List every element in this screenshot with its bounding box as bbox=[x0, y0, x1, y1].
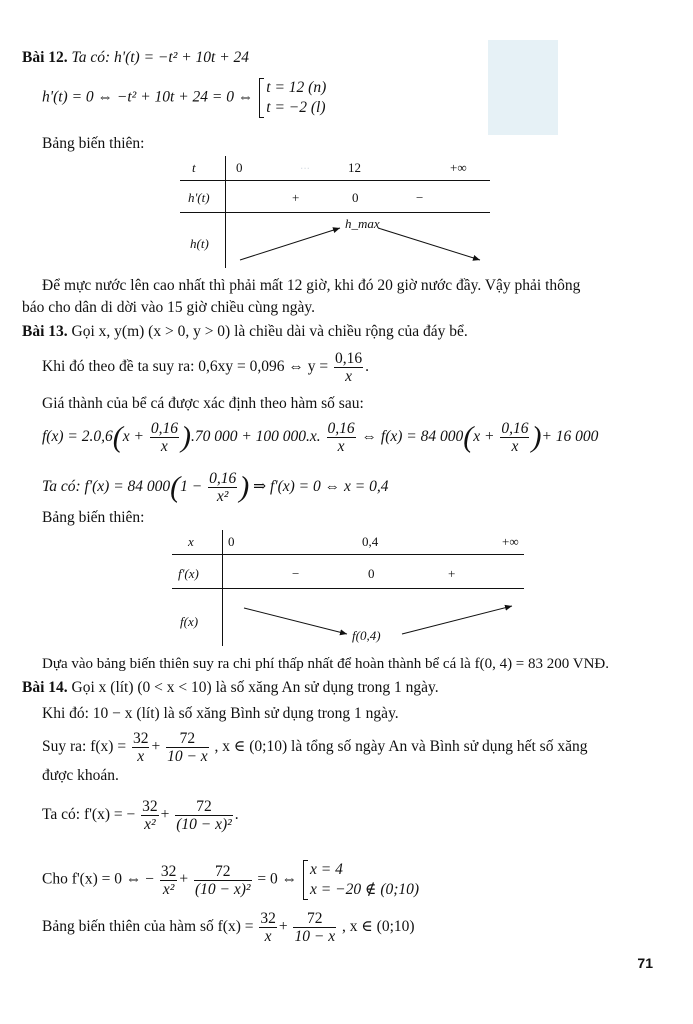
table-sign2: + bbox=[448, 566, 456, 581]
bai14-line1 bbox=[22, 678, 439, 698]
table-sign2: − bbox=[416, 190, 424, 205]
table-zero: 0 bbox=[352, 190, 359, 205]
table-f: h(t) bbox=[190, 236, 209, 251]
arrow-up bbox=[402, 606, 512, 634]
bai13-table-caption: Bảng biến thiên: bbox=[42, 509, 145, 526]
fraction: $\frac{0,16}{x}$ bbox=[327, 420, 355, 455]
bai12-equation: h'(t) = 0 ⇔ −t² + 10t + 24 = 0 ⇔ bbox=[42, 88, 254, 106]
bai13-line2: Khi đó theo đề ta suy ra: 0,6xy = 0,096 ⇔ y = $\frac{0,16}{x}$ . bbox=[42, 350, 369, 385]
bai13-title: Bài 13. bbox=[22, 323, 68, 340]
bai13-relation: Khi đó theo đề ta suy ra: 0,6xy = 0,096 ⇔ y = bbox=[42, 358, 329, 376]
table-fprime: h'(t) bbox=[188, 190, 210, 205]
bai14-case1: x = 4 bbox=[310, 861, 343, 878]
table-sign1: − bbox=[292, 566, 300, 581]
table-x1: 12 bbox=[348, 160, 361, 175]
bai12-title: Bài 12. bbox=[22, 49, 68, 66]
table-f: f(x) bbox=[180, 614, 199, 629]
bai12-case2: t = −2 (l) bbox=[266, 99, 326, 116]
bai12-cases bbox=[259, 78, 326, 118]
table-x0: 0 bbox=[236, 160, 243, 175]
bai12-variation-table bbox=[180, 156, 490, 268]
table-arrows bbox=[180, 156, 490, 268]
bai13-line5: Ta có: f'(x) = 84 000(1 − $\frac{0,16}{\text{x²}}$ ) ⇒ f'(x) = 0 ⇔ x = 0,4 bbox=[42, 470, 389, 505]
bai12-table-caption: Bảng biến thiên: bbox=[42, 135, 145, 152]
arrow-down bbox=[244, 608, 347, 634]
bai14-line2: Khi đó: 10 − x (lít) là số xăng Bình sử dụng trong 1 ngày. bbox=[42, 705, 399, 722]
bai13-line3: Giá thành của bể cá được xác định theo hàm số sau: bbox=[42, 395, 364, 412]
fraction: $\frac{72}{10 - x}$ bbox=[294, 910, 336, 945]
bai12-derivative: Ta có: h'(t) = −t² + 10t + 24 bbox=[71, 49, 250, 66]
fraction: $\frac{32}{x}$ bbox=[132, 730, 149, 765]
table-extreme: f(0,4) bbox=[352, 628, 381, 643]
table-extreme: h_max bbox=[345, 216, 380, 231]
fraction: $\frac{0,16}{x}$ bbox=[335, 350, 363, 385]
bai14-intro: Gọi x (lít) (0 < x < 10) là số xăng An sử dụng trong 1 ngày. bbox=[71, 679, 439, 696]
fraction: $\frac{72}{\text{(10 − x)²}}$ bbox=[176, 798, 232, 833]
arrow-up bbox=[240, 228, 340, 260]
bai14-line7: Bảng biến thiên của hàm số f(x) = $\frac{32}{x}$ + $\frac{72}{10 - x}$ , x ∈ (0;10) bbox=[42, 910, 415, 945]
table-var: x bbox=[188, 534, 194, 549]
fraction: $\frac{32}{\text{x²}}$ bbox=[142, 798, 158, 833]
table-x0: 0 bbox=[228, 534, 235, 549]
bai14-line4: được khoán. bbox=[42, 767, 119, 784]
fraction: $\frac{72}{\text{(10 − x)²}}$ bbox=[194, 862, 251, 898]
bai12-conclusion-2: báo cho dân di dời vào 15 giờ chiều cùng ngày. bbox=[22, 299, 316, 316]
page-number: 71 bbox=[637, 955, 653, 971]
fraction: $\frac{0,16}{x}$ bbox=[150, 420, 178, 455]
bai12-case1: t = 12 (n) bbox=[266, 79, 327, 96]
table-x2: +∞ bbox=[450, 160, 467, 175]
bai13-conclusion: Dựa vào bảng biến thiên suy ra chi phí thấp nhất để hoàn thành bể cá là f(0, 4) = 83 200 VNĐ. bbox=[42, 656, 609, 672]
table-zero: 0 bbox=[368, 566, 375, 581]
fraction: $\frac{0,16}{\text{x²}}$ bbox=[209, 470, 237, 505]
bai12-conclusion-1: Để mực nước lên cao nhất thì phải mất 12 giờ, khi đó 20 giờ nước đầy. Vậy phải thông bbox=[42, 277, 581, 294]
fraction: $\frac{0,16}{x}$ bbox=[501, 420, 529, 455]
bai12-line2 bbox=[42, 78, 326, 118]
bai14-line6: Cho f'(x) = 0 ⇔ − $\frac{32}{\text{x²}}$ + $\frac{72}{\text{(10 − x)²}}$ = 0 ⇔ x = 4 x = −20 ∉ (0;10) bbox=[42, 861, 420, 898]
bai14-line5: Ta có: f'(x) = − $\frac{32}{\text{x²}}$ + $\frac{72}{\text{(10 − x)²}}$ . bbox=[42, 798, 239, 833]
fraction: $\frac{32}{x}$ bbox=[260, 910, 276, 945]
table-fprime: f'(x) bbox=[178, 566, 199, 581]
bai13-line1 bbox=[22, 322, 468, 342]
table-sign1: + bbox=[292, 190, 300, 205]
bai14-cases bbox=[303, 860, 419, 900]
bai13-line4: f(x) = 2.0,6(x + $\frac{0,16}{x}$ ).70 000 + 100 000.x. $\frac{0,16}{x}$ ⇔ f(x) = 84 000(x + $\frac{0,16}{x}$ )+ 16 000 bbox=[42, 420, 599, 455]
fraction: $\frac{72}{10 - x}$ bbox=[167, 730, 208, 765]
bai12-line1 bbox=[22, 48, 249, 68]
bai14-title: Bài 14. bbox=[22, 679, 68, 696]
bleed-through-text: ... bbox=[300, 158, 311, 172]
bleed-through-block bbox=[488, 40, 558, 135]
table-x1: 0,4 bbox=[362, 534, 379, 549]
bai13-variation-table bbox=[172, 530, 524, 646]
table-arrows bbox=[172, 530, 524, 646]
bai14-case2: x = −20 ∉ (0;10) bbox=[310, 881, 420, 898]
table-x2: +∞ bbox=[502, 534, 519, 549]
arrow-down bbox=[378, 228, 480, 260]
table-var: t bbox=[192, 160, 196, 175]
bai13-intro: Gọi x, y(m) (x > 0, y > 0) là chiều dài và chiều rộng của đáy bể. bbox=[71, 323, 468, 340]
bai14-line3: Suy ra: f(x) = $\frac{32}{x}$ + $\frac{72}{10 - x}$ , x ∈ (0;10) là tổng số ngày An và Bình sử dụng hết số xăng bbox=[42, 730, 588, 765]
fraction: $\frac{32}{\text{x²}}$ bbox=[160, 862, 177, 898]
